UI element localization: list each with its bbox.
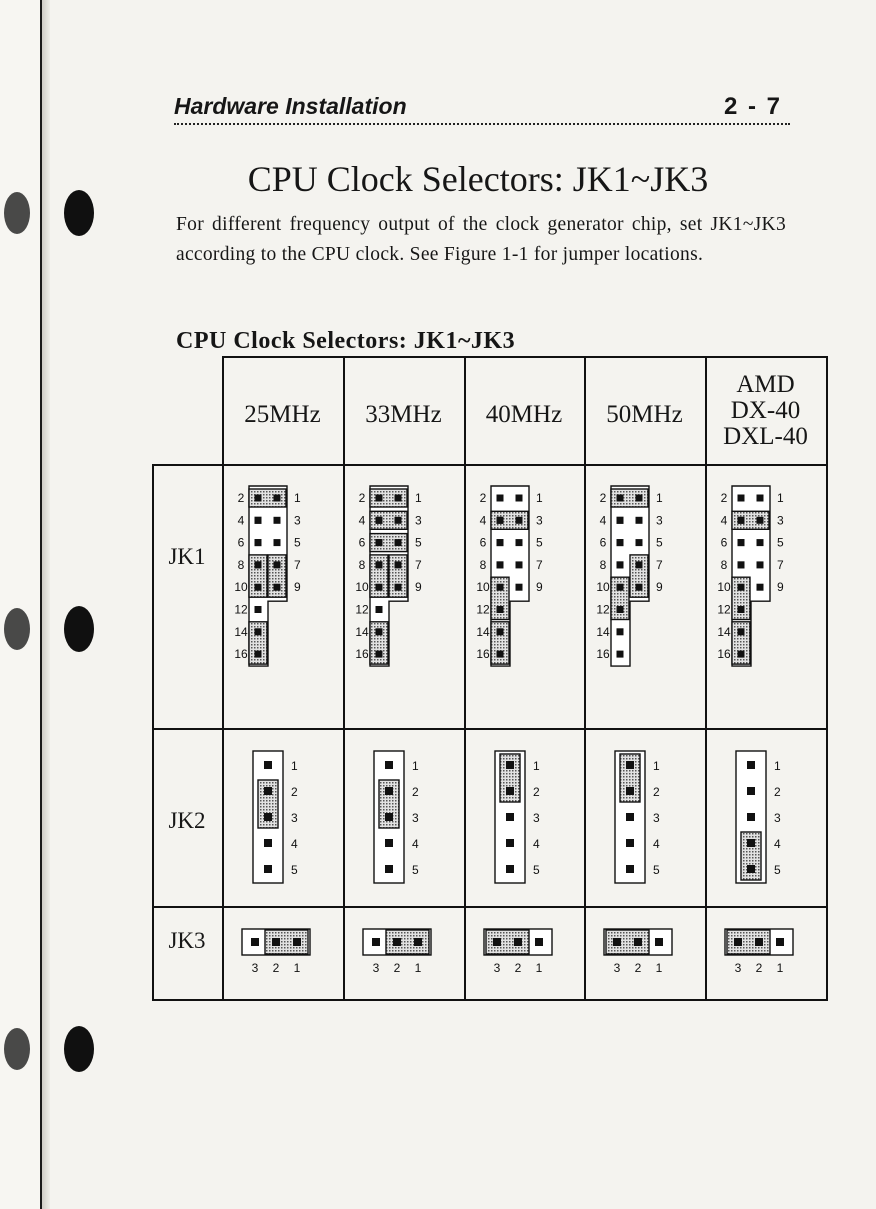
jk1-pin <box>497 584 504 591</box>
jk3-pin-label: 3 <box>734 961 742 975</box>
jk1-pin <box>617 628 624 635</box>
jk3-pin-label: 1 <box>535 961 543 975</box>
jk2-pin <box>747 787 755 795</box>
jk1-pin-label-even: 16 <box>355 647 369 662</box>
jk1-pin-label-even: 16 <box>596 647 610 662</box>
jk2-pin <box>626 839 634 847</box>
jk2-pin <box>385 761 393 769</box>
jk1-pin <box>738 584 745 591</box>
punch-hole-middle <box>64 606 94 652</box>
jk1-pin <box>255 517 262 524</box>
jk1-jumper-cap-vertical <box>611 577 629 619</box>
jk1-pin <box>757 584 764 591</box>
jk1-pin <box>636 561 643 568</box>
jk1-pin-label-even: 16 <box>476 647 490 662</box>
jk1-pin-label-even: 2 <box>479 491 487 505</box>
jk1-pin <box>636 584 643 591</box>
jk1-jumper-cap-vertical <box>630 555 648 597</box>
jk1-pin-label-even: 12 <box>234 602 248 617</box>
jk1-pin <box>255 561 262 568</box>
jk1-pin <box>738 517 745 524</box>
jk2-pin <box>506 865 514 873</box>
jk3-jumper-cap <box>486 930 529 954</box>
jk3-pin <box>414 938 422 946</box>
jk1-pin <box>395 584 402 591</box>
punch-hole-left-bottom <box>4 1028 30 1070</box>
jk1-pin <box>395 561 402 568</box>
jk2-pin-label: 3 <box>653 811 660 825</box>
jk1-pin <box>617 495 624 502</box>
jk2-pin <box>385 839 393 847</box>
jk1-pin <box>395 539 402 546</box>
jk3-pin-label: 3 <box>493 961 501 975</box>
jk1-pin-label-even: 4 <box>237 513 245 528</box>
jk1-pin <box>376 651 383 658</box>
jk3-pin-label: 3 <box>613 961 621 975</box>
jk2-pin-label: 1 <box>291 759 298 773</box>
jk1-pin-label-odd: 5 <box>294 535 301 550</box>
jk3-pin-label: 3 <box>372 961 380 975</box>
jk1-pin <box>516 539 523 546</box>
jk2-pin-label: 2 <box>653 785 660 799</box>
jk3-pin <box>776 938 784 946</box>
jk2-pin-label: 3 <box>412 811 419 825</box>
jk1-pin <box>255 606 262 613</box>
jk1-pin <box>757 561 764 568</box>
jk2-pin-label: 1 <box>412 759 419 773</box>
jk2-pin <box>506 813 514 821</box>
jk2-pin <box>747 865 755 873</box>
jk1-pin <box>516 495 523 502</box>
column-header-amd-line3: DXL-40 <box>723 423 808 450</box>
jk3-pin <box>514 938 522 946</box>
column-header-25mhz: 25MHz <box>244 401 321 428</box>
jk3-pin-label: 1 <box>655 961 663 975</box>
jk1-pin-label-odd: 9 <box>536 580 543 595</box>
jk1-pin <box>738 495 745 502</box>
jk1-pin-label-odd: 9 <box>777 580 784 595</box>
jk2-pin-label: 2 <box>533 785 540 799</box>
jk1-pin-label-odd: 3 <box>536 513 543 528</box>
jk2-pin-label: 4 <box>533 837 540 851</box>
jk3-pin <box>372 938 380 946</box>
jk1-pin <box>274 517 281 524</box>
jk1-pin <box>617 584 624 591</box>
jk3-jumper-cap <box>265 930 308 954</box>
jk1-pin-label-even: 4 <box>720 513 728 528</box>
intro-paragraph: For different frequency output of the clock generator chip, set JK1~JK3 according to the CPU clock. See Figure 1-1 for jumper locations. <box>176 214 786 265</box>
jk1-pin <box>617 651 624 658</box>
jk1-pin-label-odd: 7 <box>415 557 422 572</box>
jk1-pin <box>255 495 262 502</box>
jk2-pin <box>747 813 755 821</box>
jk2-pin <box>626 761 634 769</box>
jk3-pin-label: 1 <box>293 961 301 975</box>
jk1-pin-label-odd: 5 <box>536 535 543 550</box>
jk1-pin <box>497 561 504 568</box>
jk1-pin-label-odd: 5 <box>656 535 663 550</box>
jk3-pin-label: 2 <box>393 961 401 975</box>
jk1-pin-label-even: 12 <box>596 602 610 617</box>
jk1-pin <box>757 517 764 524</box>
jk1-pin-label-odd: 7 <box>536 557 543 572</box>
jk1-pin <box>376 584 383 591</box>
jk2-pin <box>626 813 634 821</box>
jk3-pin <box>393 938 401 946</box>
jk1-pin <box>497 539 504 546</box>
jk2-pin <box>506 787 514 795</box>
jk1-pin-label-odd: 1 <box>294 491 301 505</box>
jk1-pin-label-even: 12 <box>717 602 731 617</box>
jk2-pin <box>264 813 272 821</box>
jk1-pin <box>636 495 643 502</box>
row-header-jk1: JK1 <box>168 544 206 569</box>
jk1-jumper-cap-vertical <box>268 555 286 597</box>
jk1-pin-label-even: 12 <box>476 602 490 617</box>
jk2-pin-label: 5 <box>412 863 419 877</box>
punch-hole-bottom <box>64 1026 94 1072</box>
jk1-pin-label-even: 4 <box>599 513 607 528</box>
jk1-jumper-cap-vertical <box>732 577 750 619</box>
jk1-jumper-cap-vertical <box>249 555 267 597</box>
column-header-40mhz: 40MHz <box>485 401 563 428</box>
jk3-pin <box>535 938 543 946</box>
jk1-pin <box>617 517 624 524</box>
jk1-jumper-cap-vertical <box>249 622 267 664</box>
jk1-pin-label-even: 16 <box>717 647 731 662</box>
jk1-pin-label-even: 14 <box>476 624 490 639</box>
jk1-pin <box>497 606 504 613</box>
jk1-jumper-cap-vertical <box>732 622 750 664</box>
jk3-pin-label: 1 <box>414 961 422 975</box>
jk1-pin-label-even: 14 <box>717 624 731 639</box>
jk3-pin-label: 1 <box>776 961 784 975</box>
jk1-pin-label-even: 10 <box>717 580 731 595</box>
jk1-pin <box>255 539 262 546</box>
jk2-pin-label: 4 <box>291 837 298 851</box>
jk1-pin <box>617 561 624 568</box>
jk2-pin-label: 5 <box>774 863 781 877</box>
jk1-pin <box>395 495 402 502</box>
jk1-pin <box>617 539 624 546</box>
jk2-pin <box>626 865 634 873</box>
jk1-pin <box>255 628 262 635</box>
jk2-pin <box>385 787 393 795</box>
jk1-pin-label-even: 2 <box>720 491 728 505</box>
punch-hole-left-middle <box>4 608 30 650</box>
jk1-pin <box>274 584 281 591</box>
jk1-pin <box>274 539 281 546</box>
jk2-pin-label: 4 <box>653 837 660 851</box>
jk1-pin <box>274 495 281 502</box>
jk1-pin <box>376 539 383 546</box>
jk2-pin <box>626 787 634 795</box>
jk1-jumper-cap-vertical <box>491 622 509 664</box>
jk2-pin <box>385 813 393 821</box>
jk2-pin-label: 2 <box>291 785 298 799</box>
jk2-pin-label: 3 <box>291 811 298 825</box>
jk1-pin-label-odd: 9 <box>294 580 301 595</box>
jk1-pin <box>255 584 262 591</box>
jk2-pin-label: 4 <box>412 837 419 851</box>
jk2-pin-label: 1 <box>653 759 660 773</box>
jk1-pin-label-odd: 9 <box>415 580 422 595</box>
jk2-pin-label: 2 <box>774 785 781 799</box>
column-header-50mhz: 50MHz <box>606 401 683 428</box>
running-header <box>174 93 790 125</box>
jk1-pin <box>636 539 643 546</box>
jk1-pin <box>497 628 504 635</box>
jk1-jumper-cap-vertical <box>370 555 388 597</box>
row-header-jk2: JK2 <box>168 808 206 833</box>
jk1-pin-label-odd: 3 <box>656 513 663 528</box>
jk1-pin-label-even: 2 <box>237 491 245 505</box>
jk3-pin <box>272 938 280 946</box>
jk1-pin-label-odd: 5 <box>415 535 422 550</box>
jk1-pin-label-even: 8 <box>599 557 607 572</box>
jk1-pin <box>376 561 383 568</box>
jk1-pin-label-even: 10 <box>476 580 490 595</box>
jk1-pin-label-odd: 3 <box>294 513 301 528</box>
jk1-pin-label-even: 4 <box>479 513 487 528</box>
jk1-pin <box>738 539 745 546</box>
jk1-pin-label-odd: 9 <box>656 580 663 595</box>
jk2-pin-label: 1 <box>774 759 781 773</box>
jk2-pin <box>264 865 272 873</box>
jk2-pin <box>264 787 272 795</box>
jk3-pin-label: 2 <box>272 961 280 975</box>
jk1-pin-label-odd: 1 <box>656 491 663 505</box>
jk1-pin-label-even: 10 <box>234 580 248 595</box>
jk1-pin <box>255 651 262 658</box>
jk1-pin-label-odd: 5 <box>777 535 784 550</box>
jk1-pin-label-odd: 7 <box>294 557 301 572</box>
column-header-33mhz: 33MHz <box>365 401 442 428</box>
jk2-pin-label: 1 <box>533 759 540 773</box>
jk1-pin <box>516 584 523 591</box>
jk3-pin-label: 2 <box>755 961 763 975</box>
jk1-pin-label-even: 10 <box>355 580 369 595</box>
page-title: CPU Clock Selectors: JK1~JK3 <box>247 159 709 199</box>
jk3-pin <box>734 938 742 946</box>
jk1-pin-label-even: 14 <box>355 624 369 639</box>
jk1-pin <box>516 561 523 568</box>
jk3-pin <box>755 938 763 946</box>
jk1-pin <box>376 628 383 635</box>
table-caption: CPU Clock Selectors: JK1~JK3 <box>176 328 516 354</box>
jk3-pin-label: 2 <box>514 961 522 975</box>
jk2-pin-label: 3 <box>533 811 540 825</box>
jk1-pin-label-even: 8 <box>720 557 728 572</box>
jk1-pin-label-even: 16 <box>234 647 248 662</box>
jk2-pin <box>506 839 514 847</box>
jk1-pin-label-even: 2 <box>358 491 366 505</box>
jk1-pin-label-even: 6 <box>599 535 607 550</box>
jk1-pin-label-even: 2 <box>599 491 607 505</box>
jk1-jumper-cap-vertical <box>389 555 407 597</box>
jk3-pin <box>293 938 301 946</box>
jk3-pin <box>634 938 642 946</box>
jk3-pin <box>251 938 259 946</box>
jk1-pin-label-odd: 3 <box>415 513 422 528</box>
jk1-pin-label-even: 14 <box>596 624 610 639</box>
jk1-pin-label-odd: 1 <box>777 491 784 505</box>
jk1-pin <box>376 495 383 502</box>
jk2-pin-label: 5 <box>653 863 660 877</box>
jk1-pin-label-even: 10 <box>596 580 610 595</box>
jk2-pin-label: 3 <box>774 811 781 825</box>
jk3-pin <box>655 938 663 946</box>
jk2-pin <box>747 761 755 769</box>
jk1-pin-label-odd: 7 <box>656 557 663 572</box>
jk1-pin-label-even: 12 <box>355 602 369 617</box>
jk1-pin-label-even: 8 <box>358 557 366 572</box>
jk1-pin-label-odd: 1 <box>415 491 422 505</box>
jk2-pin <box>506 761 514 769</box>
jk1-pin <box>617 606 624 613</box>
jk1-pin-label-odd: 3 <box>777 513 784 528</box>
jk3-pin-label: 2 <box>634 961 642 975</box>
section-title: Hardware Installation <box>174 93 407 119</box>
jk2-pin-label: 2 <box>412 785 419 799</box>
row-header-jk3: JK3 <box>168 928 206 953</box>
jk1-pin <box>274 561 281 568</box>
jk1-pin-label-even: 14 <box>234 624 248 639</box>
jk3-jumper-cap <box>727 930 770 954</box>
column-header-amd-line1: AMD <box>736 371 795 398</box>
column-header-amd-line2: DX-40 <box>730 397 801 424</box>
jumper-diagrams <box>152 356 828 1001</box>
jk2-pin-label: 5 <box>533 863 540 877</box>
jk1-pin-label-even: 4 <box>358 513 366 528</box>
jk1-pin-label-odd: 7 <box>777 557 784 572</box>
jk1-pin <box>738 561 745 568</box>
jk1-pin <box>395 517 402 524</box>
jk1-pin-label-even: 8 <box>237 557 245 572</box>
jk2-pin <box>264 761 272 769</box>
jk2-pin <box>385 865 393 873</box>
jk1-pin <box>516 517 523 524</box>
jk2-pin-label: 5 <box>291 863 298 877</box>
jumper-table <box>152 356 828 1001</box>
jk1-pin-label-even: 6 <box>479 535 487 550</box>
jk1-pin <box>497 495 504 502</box>
jk1-pin <box>738 651 745 658</box>
jk1-pin <box>376 606 383 613</box>
jk1-jumper-cap-vertical <box>370 622 388 664</box>
jk3-pin-label: 3 <box>251 961 259 975</box>
jk1-pin <box>757 539 764 546</box>
jk1-pin <box>757 495 764 502</box>
jk1-pin <box>738 606 745 613</box>
jk1-jumper-cap-vertical <box>491 577 509 619</box>
jk2-pin <box>747 839 755 847</box>
jk1-pin-label-even: 6 <box>237 535 245 550</box>
jk1-pin <box>497 651 504 658</box>
jk1-pin-label-even: 6 <box>720 535 728 550</box>
jk1-pin-label-even: 6 <box>358 535 366 550</box>
jk1-pin <box>738 628 745 635</box>
jk3-pin <box>493 938 501 946</box>
page-number: 2 - 7 <box>723 93 782 120</box>
jk3-jumper-cap <box>386 930 429 954</box>
jk3-jumper-cap <box>606 930 649 954</box>
jk1-pin-label-odd: 1 <box>536 491 543 505</box>
jk1-pin-label-even: 8 <box>479 557 487 572</box>
jk3-pin <box>613 938 621 946</box>
jk2-pin <box>264 839 272 847</box>
jk2-pin-label: 4 <box>774 837 781 851</box>
jk1-pin <box>636 517 643 524</box>
jk1-pin <box>497 517 504 524</box>
jk1-pin <box>376 517 383 524</box>
